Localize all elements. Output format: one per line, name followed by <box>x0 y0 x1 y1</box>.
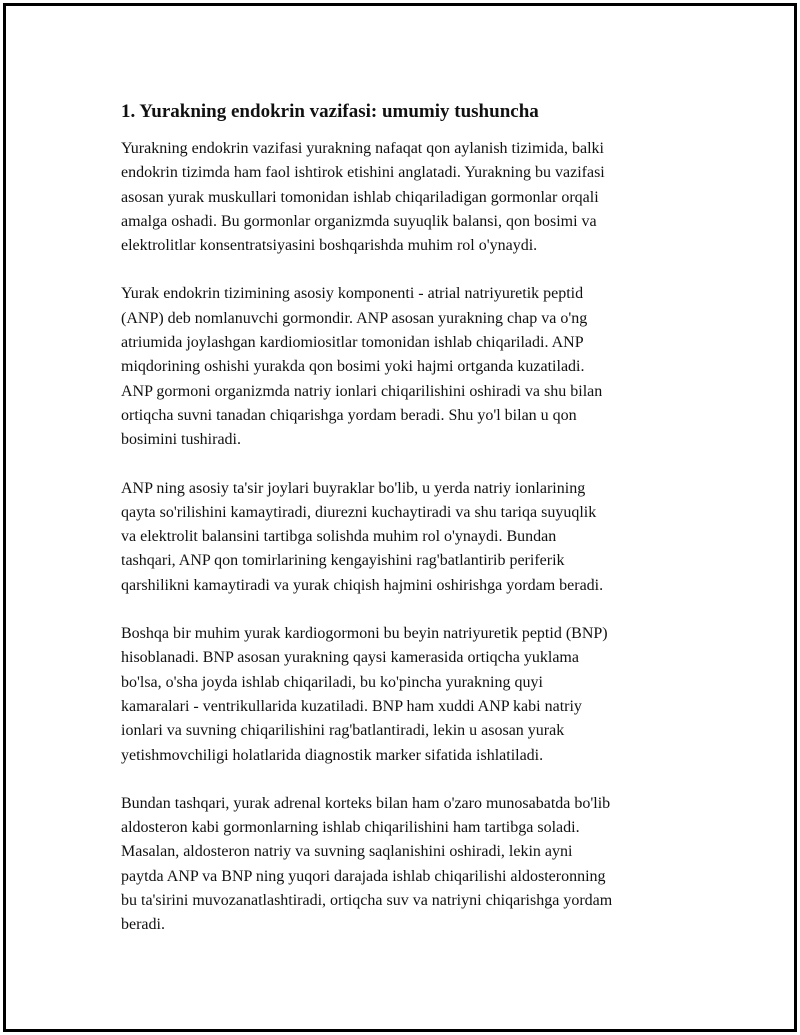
paragraph-5: Bundan tashqari, yurak adrenal korteks bilan ham o'zaro munosabatda bo'lib aldosteron kabi gormonlarning ishlab chiqarilishini ham tartibga soladi. Masalan, aldosteron natriy va suvning saqlanishini oshiradi, lekin ayni paytda ANP va BNP ning yuqori darajada ishlab chiqarilishi aldosteronning bu ta'sirini muvozanatlashtiradi, ortiqcha suv va natriyni chiqarishga yordam beradi. <box>121 794 613 934</box>
section-heading: 1. Yurakning endokrin vazifasi: umumiy tushuncha <box>121 101 539 122</box>
paragraph-1: Yurakning endokrin vazifasi yurakning nafaqat qon aylanish tizimida, balki endokrin tizimda ham faol ishtirok etishini anglatadi. Yurakning bu vazifasi asosan yurak muskullari tomonidan ishlab chiqariladigan gormonlar orqali amalga oshadi. Bu gormonlar organizmda suyuqlik balansi, qon bosimi va elektrolitlar konsentratsiyasini boshqarishda muhim rol o'ynaydi. <box>121 140 605 255</box>
document-body <box>121 99 701 962</box>
paragraph-4: Boshqa bir muhim yurak kardiogormoni bu beyin natriyuretik peptid (BNP) hisoblanadi. BNP asosan yurakning qaysi kamerasida ortiqcha yuklama bo'lsa, o'sha joyda ishlab chiqariladi, bu ko'pincha yurakning quyi kamaralari - ventrikullarida kuzatiladi. BNP ham xuddi ANP kabi natriy ionlari va suvning chiqarilishini rag'batlantiradi, lekin u asosan yurak yetishmovchiligi holatlarida diagnostik marker sifatida ishlatiladi. <box>121 625 608 764</box>
paragraph-3: ANP ning asosiy ta'sir joylari buyraklar bo'lib, u yerda natriy ionlarining qayta so'rilishini kamaytiradi, diurezni kuchaytiradi va shu tariqa suyuqlik va elektrolit balansini tartibga solishda muhim rol o'ynaydi. Bundan tashqari, ANP qon tomirlarining kengayishini rag'batlantirib periferik qarshilikni kamaytiradi va yurak chiqish hajmini oshirishga yordam beradi. <box>121 479 604 594</box>
page-frame <box>3 3 797 1032</box>
paragraph-2: Yurak endokrin tizimining asosiy komponenti - atrial natriyuretik peptid (ANP) deb nomlanuvchi gormondir. ANP asosan yurakning chap va o'ng atriumida joylashgan kardiomiositlar tomonidan ishlab chiqariladi. ANP miqdorining oshishi yurakda qon bosimi yoki hajmi ortganda kuzatiladi. ANP gormoni organizmda natriy ionlari chiqarilishini oshiradi va shu bilan ortiqcha suvni tanadan chiqarishga yordam beradi. Shu yo'l bilan u qon bosimini tushiradi. <box>121 285 603 449</box>
